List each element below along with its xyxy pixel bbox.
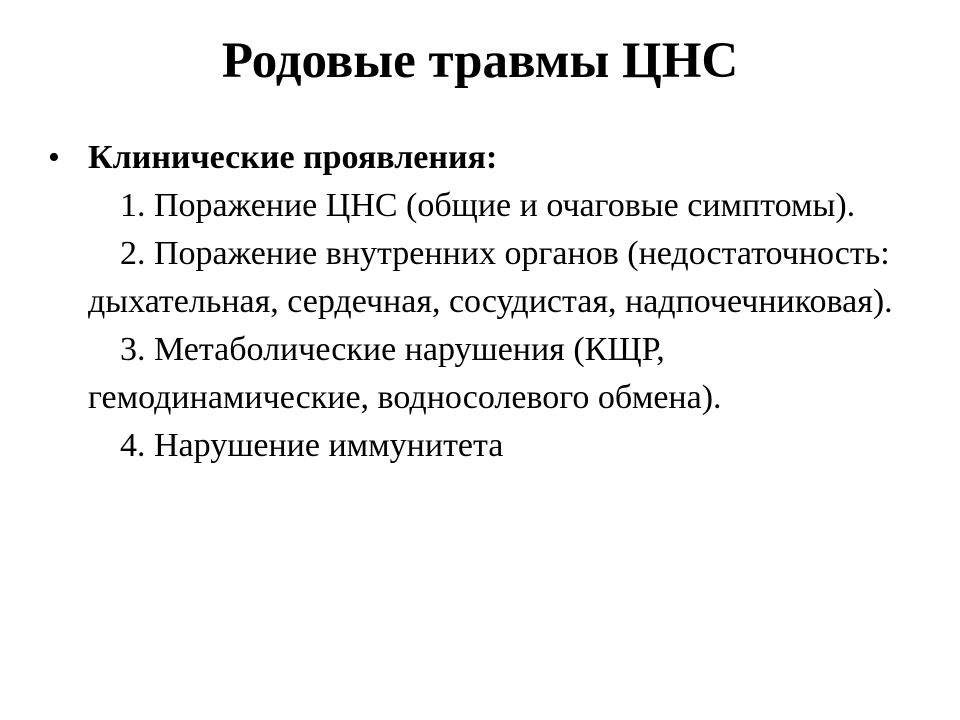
list-item-1: 1. Поражение ЦНС (общие и очаговые симптомы). (120, 187, 856, 224)
bullet-content (88, 134, 918, 470)
slide-title: Родовые травмы ЦНС (221, 33, 739, 89)
bullet-marker: • (48, 139, 60, 176)
list-item-3: 3. Метаболические нарушения (КЩР, гемодинамические, водносолевого обмена). (88, 331, 722, 416)
list-item-4: 4. Нарушение иммунитета (120, 427, 504, 464)
list-item-2: 2. Поражение внутренних органов (недостаточность: дыхательная, сердечная, сосудистая, надпочечниковая). (88, 235, 893, 320)
clinical-heading: Клинические проявления: (88, 139, 498, 176)
